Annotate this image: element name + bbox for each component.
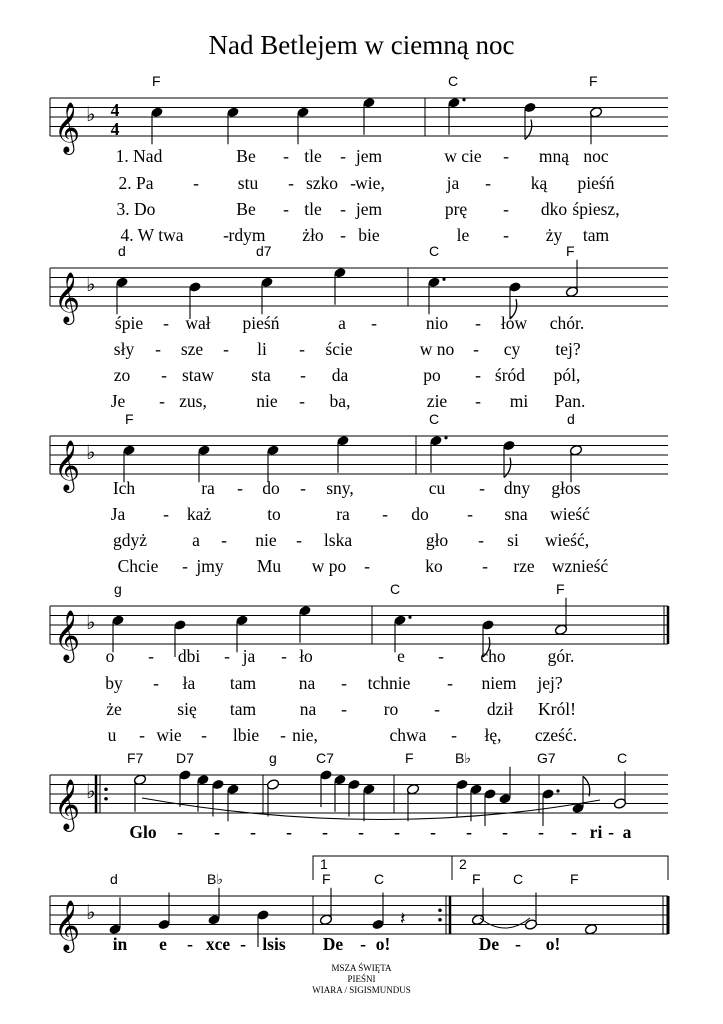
lyric-syllable: -	[187, 934, 193, 954]
lyric-syllable: -	[300, 365, 306, 385]
lyric-syllable: sze	[180, 339, 204, 359]
lyric-syllable: -	[358, 822, 364, 842]
lyric-syllable: -	[182, 556, 188, 576]
lyric-syllable: ja	[242, 646, 256, 666]
lyric-syllable: -	[382, 504, 388, 524]
lyric-syllable: w po	[311, 556, 347, 576]
lyric-syllable: ba,	[329, 391, 351, 411]
lyric-syllable: jem	[355, 199, 383, 219]
lyric-syllable: a	[338, 313, 346, 333]
flat-icon: ♭	[86, 272, 96, 296]
lyric-syllable: -	[288, 173, 294, 193]
flat-icon: ♭	[86, 440, 96, 464]
chord-symbol: g	[269, 750, 277, 766]
volta-bracket	[452, 856, 668, 880]
lyric-syllable: tam	[229, 673, 257, 693]
chord-symbol: F	[405, 750, 414, 766]
flat-icon: ♭	[86, 779, 96, 803]
lyric-syllable: -	[280, 725, 286, 745]
lyric-syllable: u	[107, 725, 117, 745]
lyric-syllable: ży	[545, 225, 563, 245]
lyric-syllable: wał	[185, 313, 211, 333]
lyric-syllable: xce	[205, 934, 231, 954]
lyric-syllable: li	[257, 339, 267, 359]
lyric-syllable: ście	[325, 339, 353, 359]
lyric-syllable: -	[360, 934, 366, 954]
chord-symbol: F	[570, 871, 579, 887]
lyric-syllable: ła	[182, 673, 196, 693]
lyric-syllable: -	[159, 391, 165, 411]
lyric-syllable: Je	[110, 391, 126, 411]
lyric-syllable: jej?	[537, 673, 563, 693]
lyric-syllable: głos	[551, 478, 581, 498]
lyric-syllable: sta	[251, 365, 271, 385]
lyric-syllable: cu	[428, 478, 446, 498]
chord-symbol: g	[114, 581, 122, 597]
lyric-syllable: o	[105, 646, 115, 666]
lyric-syllable: -	[430, 822, 436, 842]
chord-symbol: F7	[127, 750, 144, 766]
lyric-syllable: wieść,	[544, 530, 590, 550]
lyric-syllable: -	[283, 199, 289, 219]
volta-number: 1	[320, 856, 328, 872]
chord-symbol: B♭	[207, 871, 223, 887]
lyric-syllable: -	[281, 646, 287, 666]
lyric-syllable: o!	[545, 934, 561, 954]
lyric-syllable: wznieść	[551, 556, 609, 576]
lyric-syllable: ką	[530, 173, 548, 193]
lyric-syllable: -	[286, 822, 292, 842]
lyric-syllable: -	[193, 173, 199, 193]
lyric-syllable: zus,	[179, 391, 207, 411]
lyric-syllable: -	[503, 146, 509, 166]
lyric-syllable: rze	[513, 556, 535, 576]
lyric-syllable: nio	[425, 313, 449, 333]
treble-clef-icon: 𝄞	[54, 779, 81, 830]
lyric-syllable: stu	[237, 173, 259, 193]
lyric-syllable: -	[340, 146, 346, 166]
lyric-syllable: ra	[201, 478, 215, 498]
time-signature-top: 4	[110, 100, 120, 120]
lyric-syllable: -	[451, 725, 457, 745]
lyric-syllable: -	[447, 673, 453, 693]
chord-symbol: F	[125, 411, 134, 427]
lyric-syllable: cho	[480, 646, 506, 666]
chord-symbol: C	[374, 871, 385, 887]
chord-symbol: C	[448, 73, 459, 89]
slur	[142, 798, 600, 820]
lyric-syllable: -	[155, 339, 161, 359]
lyric-syllable: wie	[156, 725, 182, 745]
treble-clef-icon: 𝄞	[54, 900, 81, 951]
lyric-syllable: ko	[425, 556, 443, 576]
lyric-syllable: -	[296, 530, 302, 550]
chord-symbol: d	[110, 871, 118, 887]
lyric-syllable: staw	[181, 365, 215, 385]
lyric-syllable: pól,	[553, 365, 581, 385]
lyric-syllable: -	[299, 339, 305, 359]
lyric-syllable: dbi	[177, 646, 201, 666]
lyric-syllable: cześć.	[534, 725, 578, 745]
lyric-syllable: -	[371, 313, 377, 333]
lyric-syllable: wieść	[550, 504, 590, 524]
lyric-syllable: Be	[236, 146, 256, 166]
lyric-syllable: a	[192, 530, 200, 550]
chord-symbol: D7	[176, 750, 194, 766]
chord-symbol: F	[556, 581, 565, 597]
chord-symbol: C	[429, 411, 440, 427]
lyric-syllable: le	[456, 225, 470, 245]
footer-line: WIARA / SIGISMUNDUS	[312, 985, 411, 995]
lyric-syllable: ri	[589, 822, 603, 842]
lyric-syllable: -	[482, 556, 488, 576]
lyric-syllable: chór.	[549, 313, 585, 333]
lyric-syllable: prę	[444, 199, 468, 219]
lyric-syllable: -	[475, 365, 481, 385]
lyric-syllable: -	[139, 725, 145, 745]
lyric-syllable: łów	[500, 313, 528, 333]
lyric-syllable: na	[298, 673, 316, 693]
lyric-syllable: -	[214, 822, 220, 842]
lyric-syllable: rdym	[228, 225, 266, 245]
volta-number: 2	[459, 856, 467, 872]
lyric-syllable: Ich	[112, 478, 136, 498]
lyric-syllable: gdyż	[112, 530, 148, 550]
lyric-syllable: nie	[255, 530, 277, 550]
chord-symbol: C	[390, 581, 401, 597]
flat-icon: ♭	[86, 610, 96, 634]
lyric-syllable: zo	[113, 365, 131, 385]
lyric-syllable: Chcie	[117, 556, 159, 576]
lyric-syllable: -	[503, 225, 509, 245]
lyric-syllable: -	[299, 391, 305, 411]
lyric-syllable: -	[350, 173, 356, 193]
lyric-syllable: 3. Do	[116, 199, 156, 219]
lyric-syllable: e	[397, 646, 405, 666]
lyric-syllable: -	[300, 478, 306, 498]
lyric-syllable: -	[237, 478, 243, 498]
note-dot	[442, 278, 445, 281]
lyric-syllable: -	[467, 504, 473, 524]
flat-icon: ♭	[86, 900, 96, 924]
lyric-syllable: -	[341, 699, 347, 719]
chord-symbol: G7	[537, 750, 556, 766]
lyric-syllable: -	[240, 934, 246, 954]
lyric-syllable: -	[364, 556, 370, 576]
lyric-syllable: -	[503, 199, 509, 219]
note-dot	[462, 98, 465, 101]
lyric-syllable: Mu	[256, 556, 282, 576]
lyric-syllable: się	[177, 699, 197, 719]
lyric-syllable: e	[159, 934, 167, 954]
tie	[480, 918, 530, 928]
lyric-syllable: -	[485, 173, 491, 193]
chord-symbol: d	[567, 411, 575, 427]
lyric-syllable: zie	[426, 391, 448, 411]
lyric-syllable: -	[153, 673, 159, 693]
lyric-syllable: da	[331, 365, 349, 385]
lyric-syllable: 2. Pa	[118, 173, 154, 193]
lyric-syllable: -	[340, 225, 346, 245]
lyric-syllable: chwa	[389, 725, 427, 745]
lyric-syllable: pieśń	[242, 313, 280, 333]
lyric-syllable: -	[394, 822, 400, 842]
lyric-syllable: dził	[486, 699, 514, 719]
lyric-syllable: Pan.	[554, 391, 586, 411]
treble-clef-icon: 𝄞	[54, 102, 81, 153]
lyric-syllable: tchnie	[367, 673, 411, 693]
repeat-dot	[438, 918, 442, 922]
repeat-dot	[438, 908, 442, 912]
lyric-syllable: -	[161, 365, 167, 385]
note-dot	[556, 789, 559, 792]
lyric-syllable: bie	[358, 225, 380, 245]
lyric-syllable: -	[341, 673, 347, 693]
lyric-syllable: jmy	[196, 556, 224, 576]
lyric-syllable: noc	[583, 146, 609, 166]
lyric-syllable: De	[478, 934, 500, 954]
chord-symbol: B♭	[455, 750, 471, 766]
chord-symbol: C7	[316, 750, 334, 766]
repeat-dot	[104, 797, 108, 801]
lyric-syllable: -	[434, 699, 440, 719]
treble-clef-icon: 𝄞	[54, 610, 81, 661]
lyric-syllable: -	[538, 822, 544, 842]
lyric-syllable: śpie	[114, 313, 144, 333]
lyric-syllable: wie,	[355, 173, 385, 193]
lyric-syllable: -	[438, 646, 444, 666]
lyric-syllable: lska	[323, 530, 353, 550]
lyric-syllable: -	[608, 822, 614, 842]
lyric-syllable: lbie	[232, 725, 260, 745]
lyric-syllable: -	[177, 822, 183, 842]
lyric-syllable: -	[466, 822, 472, 842]
lyric-syllable: 1. Nad	[115, 146, 163, 166]
lyric-syllable: -	[148, 646, 154, 666]
lyric-syllable: śród	[494, 365, 526, 385]
lyric-syllable: -	[479, 478, 485, 498]
chord-symbol: C	[429, 243, 440, 259]
song-title: Nad Betlejem w ciemną noc	[208, 30, 515, 60]
lyric-syllable: -	[224, 646, 230, 666]
chord-symbol: F	[589, 73, 598, 89]
lyric-syllable: -	[250, 822, 256, 842]
lyric-syllable: Be	[236, 199, 256, 219]
note-dot	[444, 436, 447, 439]
lyric-syllable: -	[473, 339, 479, 359]
lyric-syllable: gór.	[547, 646, 575, 666]
treble-clef-icon: 𝄞	[54, 272, 81, 323]
lyric-syllable: -	[201, 725, 207, 745]
chord-symbol: F	[152, 73, 161, 89]
lyric-syllable: -	[571, 822, 577, 842]
lyric-syllable: nie	[256, 391, 278, 411]
lyric-syllable: ra	[336, 504, 350, 524]
lyric-syllable: tle	[304, 146, 322, 166]
lyric-syllable: w cie	[444, 146, 482, 166]
lyric-syllable: cy	[503, 339, 521, 359]
chord-symbol: F	[566, 243, 575, 259]
lyric-syllable: si	[507, 530, 519, 550]
lyric-syllable: ło	[299, 646, 313, 666]
lyric-syllable: ja	[446, 173, 460, 193]
lyric-syllable: -	[322, 822, 328, 842]
lyric-syllable: nie,	[292, 725, 318, 745]
lyric-syllable: in	[112, 934, 128, 954]
lyric-syllable: -	[223, 225, 229, 245]
chord-symbol: C	[617, 750, 628, 766]
lyric-syllable: a	[622, 822, 632, 842]
lyric-syllable: że	[106, 699, 122, 719]
chord-symbol: F	[472, 871, 481, 887]
lyric-syllable: mi	[509, 391, 529, 411]
lyric-syllable: po	[423, 365, 441, 385]
time-signature-bottom: 4	[110, 119, 120, 139]
lyric-syllable: w no	[419, 339, 455, 359]
lyric-syllable: do	[262, 478, 280, 498]
chord-symbol: d7	[256, 243, 272, 259]
lyric-syllable: -	[515, 934, 521, 954]
lyric-syllable: każ	[186, 504, 212, 524]
lyric-syllable: tam	[229, 699, 257, 719]
lyric-syllable: do	[411, 504, 429, 524]
chord-symbol: C	[513, 871, 524, 887]
lyric-syllable: gło	[425, 530, 449, 550]
lyric-syllable: -	[478, 530, 484, 550]
lyric-syllable: tam	[582, 225, 610, 245]
lyric-syllable: tej?	[555, 339, 581, 359]
lyric-syllable: lsis	[262, 934, 286, 954]
chord-symbol: F	[322, 871, 331, 887]
lyric-syllable: sna	[504, 504, 528, 524]
lyric-syllable: pieśń	[577, 173, 615, 193]
lyric-syllable: -	[221, 530, 227, 550]
flat-icon: ♭	[86, 102, 96, 126]
lyric-syllable: -	[475, 313, 481, 333]
lyric-syllable: Ja	[110, 504, 126, 524]
lyric-syllable: sły	[113, 339, 135, 359]
chord-symbol: d	[118, 243, 126, 259]
lyric-syllable: -	[502, 822, 508, 842]
lyric-syllable: tle	[304, 199, 322, 219]
lyric-syllable: -	[163, 504, 169, 524]
lyric-syllable: by	[105, 673, 123, 693]
lyric-syllable: łę,	[484, 725, 502, 745]
lyric-syllable: śpiesz,	[572, 199, 620, 219]
lyric-syllable: szko	[305, 173, 339, 193]
lyric-syllable: -	[283, 146, 289, 166]
repeat-dot	[104, 787, 108, 791]
lyric-syllable: sny,	[326, 478, 354, 498]
lyric-syllable: o!	[375, 934, 391, 954]
lyric-syllable: -	[340, 199, 346, 219]
lyric-syllable: jem	[355, 146, 383, 166]
lyric-syllable: 4. W twa	[120, 225, 184, 245]
lyric-syllable: to	[267, 504, 281, 524]
lyric-syllable: mną	[538, 146, 570, 166]
note-head	[584, 923, 597, 935]
lyric-syllable: żło	[302, 225, 324, 245]
lyric-syllable: dny	[503, 478, 531, 498]
lyric-syllable: Glo	[129, 822, 157, 842]
note-flag	[583, 776, 590, 796]
lyric-syllable: ro	[383, 699, 399, 719]
lyric-syllable: Król!	[538, 699, 576, 719]
footer-line: PIEŚNI	[347, 974, 376, 984]
lyric-syllable: niem	[481, 673, 517, 693]
footer	[0, 963, 723, 996]
lyric-syllable: -	[163, 313, 169, 333]
lyric-syllable: na	[299, 699, 317, 719]
lyric-syllable: -	[475, 391, 481, 411]
lyric-syllable: -	[223, 339, 229, 359]
note-dot	[408, 616, 411, 619]
lyric-syllable: dko	[540, 199, 568, 219]
lyric-syllable: De	[322, 934, 344, 954]
rest-icon: 𝄽	[400, 908, 406, 930]
footer-line: MSZA ŚWIĘTA	[331, 963, 392, 973]
treble-clef-icon: 𝄞	[54, 440, 81, 491]
